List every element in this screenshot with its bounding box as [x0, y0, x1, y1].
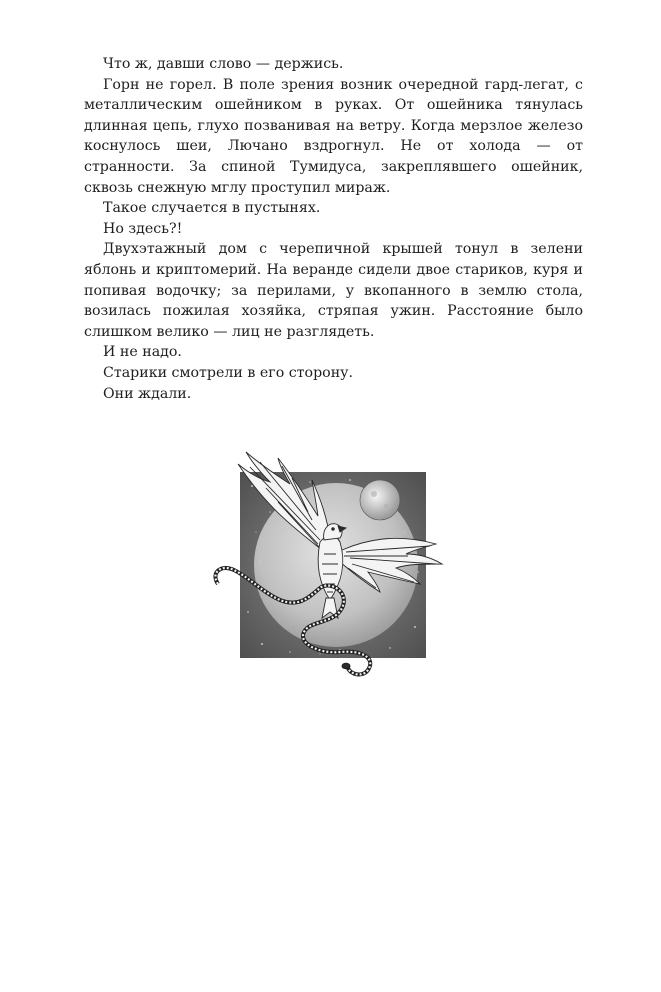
- paragraph: Горн не горел. В поле зрения возник очередной гард-легат, с металлическим ошейником в руках. От ошейника тянулась длинная цепь, глухо позванивая на ветру. Когда мерзлое железо коснулось шеи, Лючано вздрогнул. Не от холода — от странности. За спиной Тумидуса, закреплявшего ошейник, сквозь снежную мглу проступил мираж.: [84, 76, 583, 196]
- paragraph: Они ждали.: [103, 385, 192, 402]
- paragraph: Старики смотрели в его сторону.: [103, 364, 354, 381]
- text-body: [84, 54, 583, 404]
- paragraph: Что ж, давши слово — держись.: [103, 56, 344, 72]
- eagle-illustration: [200, 422, 462, 704]
- paragraph: И не надо.: [103, 344, 182, 361]
- paragraph: Такое случается в пустынях.: [103, 200, 321, 217]
- eagle-snake-moon-image: [200, 422, 462, 704]
- paragraph: Двухэтажный дом с черепичной крышей тонул в зелени яблонь и криптомерий. На веранде сидели двое стариков, куря и попивая водочку; за перилами, у вкопанного в землю стола, возилась пожилая хозяйка, стряпая ужин. Расстояние было слишком велико — лиц не разглядеть.: [84, 241, 583, 340]
- small-moon: [360, 480, 400, 520]
- paragraph: Но здесь?!: [103, 220, 183, 237]
